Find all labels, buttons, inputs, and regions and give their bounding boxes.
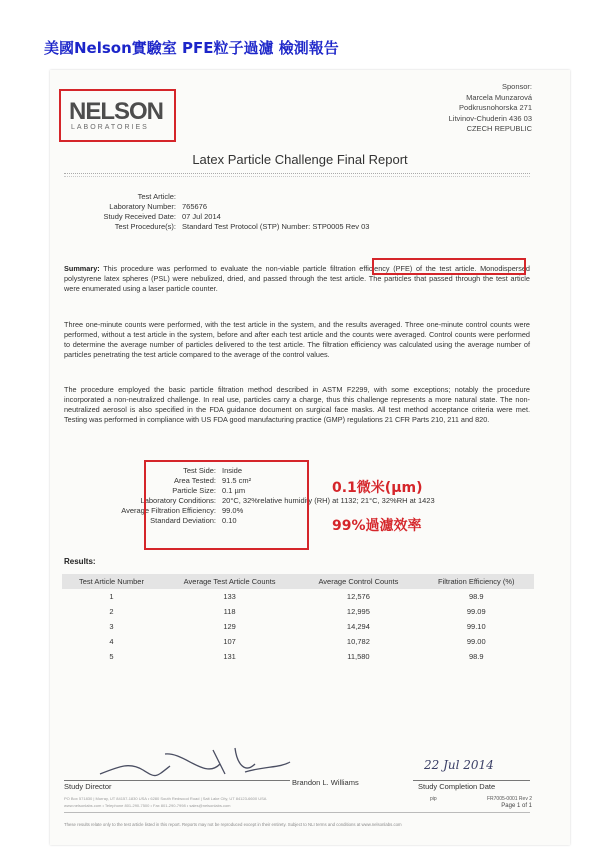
table-row (62, 604, 534, 619)
table-cell: 98.9 (468, 652, 484, 661)
table-cell: 129 (223, 622, 236, 631)
table-row (62, 634, 534, 649)
condition-key: Average Filtration Efficiency: (121, 506, 216, 515)
info-value: Standard Test Protocol (STP) Number: STP0005 Rev 03 (182, 222, 370, 231)
table-cell: 107 (223, 637, 236, 646)
condition-value: 0.1 µm (222, 486, 246, 495)
particle-size-annotation: 0.1微米(µm) (332, 480, 423, 496)
footer-address: PO Box 571830 | Murray, UT 84157-1830 USA • 6280 South Redwood Road | Salt Lake City, UT 84123-6600 USA (64, 796, 267, 801)
director-name: Brandon L. Williams (292, 778, 359, 787)
sponsor-line: Marcela Munzarová (466, 92, 532, 102)
table-cell: 12,995 (346, 607, 370, 616)
table-row (62, 589, 534, 604)
table-cell: 1 (109, 592, 114, 601)
condition-value: 0.10 (222, 516, 237, 525)
info-value: 07 Jul 2014 (182, 212, 221, 221)
summary-text: of the test article. Monodispersed polystyrene latex spheres (PSL) were nebulized, dried, and passed through the test article. The particles that passed through the test article were enumerated using a laser particle counter. (64, 264, 530, 293)
pip-mark: pip (430, 796, 437, 802)
summary-text: This procedure was performed to evaluate the non-viable (99, 264, 303, 273)
method-paragraph: Three one-minute counts were performed, with the test article in the system, and the results averaged. Three one-minute control counts were performed, without a test article in the system, before and after each test article and the counts were averaged. Control counts were performed to determine the average number of particles delivered to the test article. The filtration efficiency was calculated using the average number of particles penetrating the test article compared to the average of the control values. (64, 320, 530, 359)
table-cell: 11,580 (347, 652, 370, 661)
table-cell: 3 (109, 622, 114, 631)
table-cell: 99.00 (466, 637, 486, 646)
table-cell: 2 (109, 607, 114, 616)
table-cell: 99.10 (466, 622, 486, 631)
column-header: Filtration Efficiency (%) (419, 574, 534, 589)
column-header: Test Article Number (62, 574, 161, 589)
condition-key: Area Tested: (174, 476, 216, 485)
summary-label: Summary: (64, 264, 100, 273)
condition-key: Test Side: (183, 466, 216, 475)
footer-divider (64, 812, 530, 813)
condition-value: Inside (222, 466, 243, 475)
info-key: Study Received Date: (103, 212, 176, 221)
pfe-highlight: particle filtration efficiency (PFE) (302, 264, 413, 273)
condition-value: 20°C, 32%relative humidity (RH) at 1132; 21°C, 32%RH at 1423 (222, 496, 435, 505)
divider (64, 173, 530, 174)
column-header: Average Control Counts (298, 574, 418, 589)
condition-value: 99.0% (222, 506, 244, 515)
page-number: Page 1 of 1 (501, 803, 532, 809)
condition-key: Standard Deviation: (150, 516, 216, 525)
sponsor-block (449, 82, 532, 135)
director-label: Study Director (64, 782, 112, 791)
divider (64, 176, 530, 177)
sponsor-line: CZECH REPUBLIC (466, 124, 532, 133)
efficiency-annotation: 99%過濾效率 (332, 518, 422, 534)
table-cell: 10,782 (346, 637, 370, 646)
table-cell: 133 (223, 592, 236, 601)
info-key: Laboratory Number: (109, 202, 176, 211)
footer-disclaimer: These results relate only to the test article listed in this report. Reports may not be reproduced except in their entirety. Subject to NLI terms and conditions at www.nelsonlabs.com (64, 822, 402, 827)
info-key: Test Article: (137, 192, 176, 201)
results-table (62, 574, 534, 664)
results-label: Results: (64, 557, 96, 566)
conditions-highlight-box (144, 460, 309, 550)
form-reference: FR7005-0001 Rev 2 (486, 796, 532, 802)
condition-key: Laboratory Conditions: (140, 496, 216, 505)
nelson-logo-subtitle: LABORATORIES (71, 124, 149, 131)
sponsor-heading: Sponsor: (501, 82, 532, 91)
article-info (64, 192, 369, 232)
completion-date-handwritten: 22 Jul 2014 (424, 758, 494, 772)
logo-highlight-box (59, 89, 176, 142)
table-row (62, 649, 534, 664)
info-value: 765676 (182, 202, 208, 211)
table-cell: 99.09 (466, 607, 486, 616)
report-title: Latex Particle Challenge Final Report (192, 152, 408, 167)
completion-label: Study Completion Date (418, 782, 496, 791)
table-cell: 12,576 (346, 592, 370, 601)
table-cell: 131 (223, 652, 236, 661)
table-row (62, 619, 534, 634)
footer-contact: www.nelsonlabs.com • Telephone 801-290-7500 • Fax 801-290-7998 • sales@nelsonlabs.com (64, 803, 231, 808)
table-cell: 4 (109, 637, 114, 646)
info-key: Test Procedure(s): (114, 222, 176, 231)
signature-line (64, 780, 290, 781)
nelson-logo: NELSON (69, 98, 164, 125)
procedure-paragraph: The procedure employed the basic particle filtration method described in ASTM F2299, with some exceptions; notably the procedure incorporated a non-neutralized challenge. In real use, particles carry a charge, thus this challenge represents a more natural state. The non-neutralized aerosol is also specified in the FDA guidance document on surgical face masks. All test method acceptance criteria were met. Testing was performed in compliance with US FDA good manufacturing practice (GMP) regulations 21 CFR Parts 210, 211 and 820. (64, 385, 530, 424)
table-cell: 5 (109, 652, 114, 661)
page-caption: 美國Nelson實驗室 PFE粒子過濾 檢測報告 (44, 39, 339, 57)
table-cell: 98.9 (468, 592, 484, 601)
sponsor-line: Litvinov-Chuderin 436 03 (448, 113, 532, 123)
table-cell: 14,294 (346, 622, 370, 631)
table-cell: 118 (223, 607, 236, 616)
condition-key: Particle Size: (172, 486, 216, 495)
sponsor-line: Podkrusnohorska 271 (459, 103, 532, 112)
column-header: Average Test Article Counts (161, 574, 298, 589)
report-sheet (50, 70, 570, 845)
pfe-highlight-box (372, 258, 526, 275)
date-line (413, 780, 530, 781)
condition-value: 91.5 cm² (222, 476, 252, 485)
